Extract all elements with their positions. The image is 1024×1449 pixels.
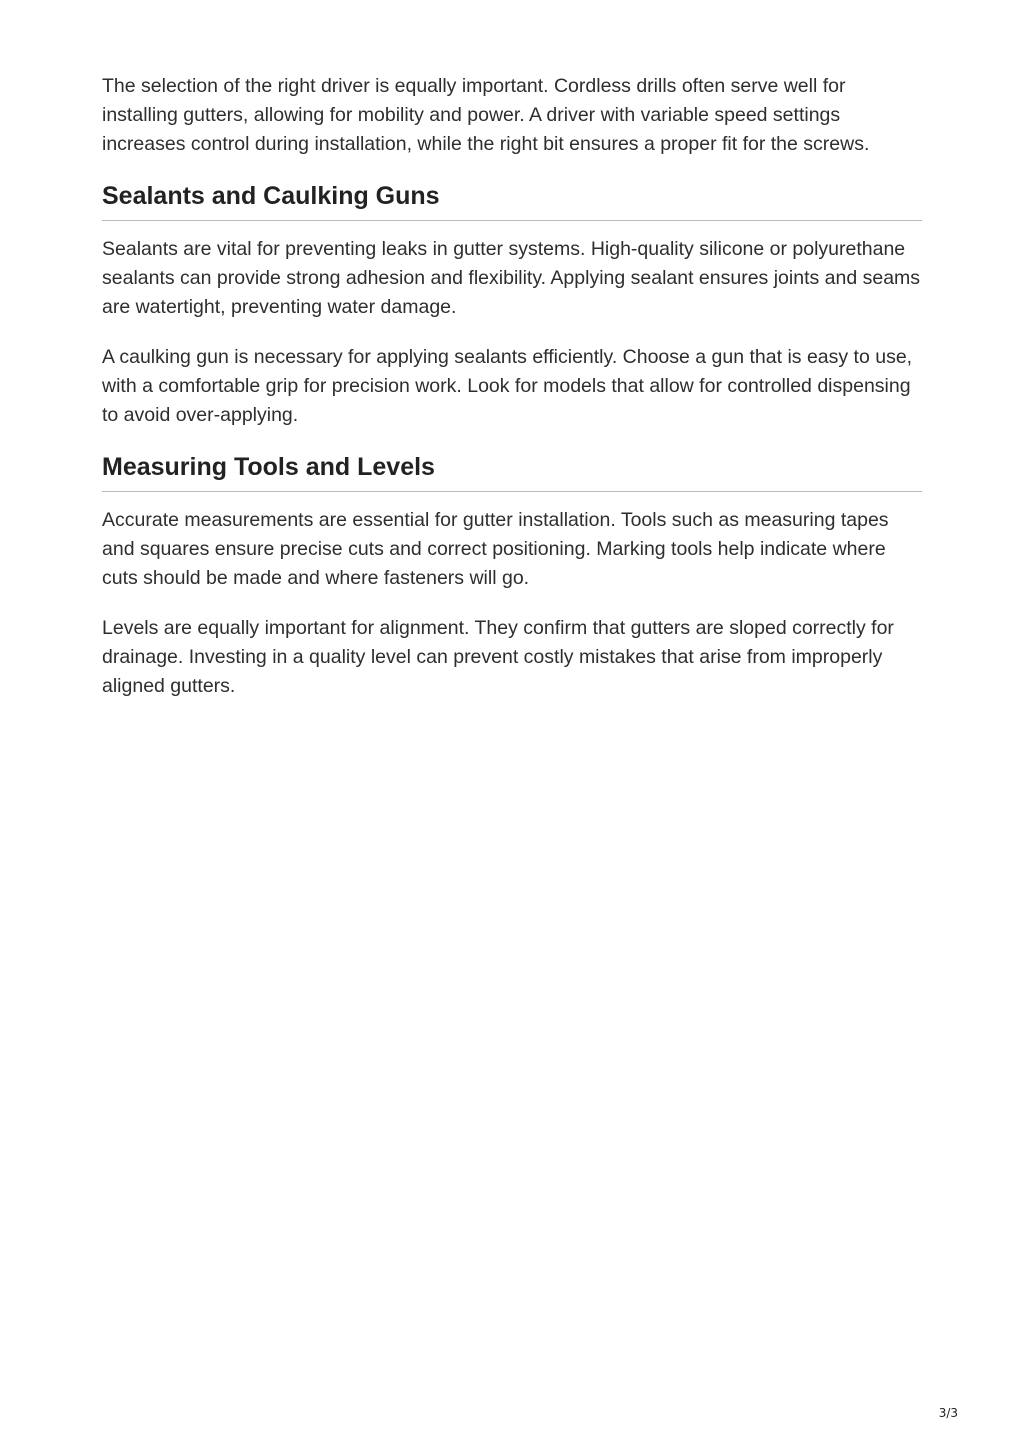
paragraph: A caulking gun is necessary for applying sealants efficiently. Choose a gun that is easy to use, with a comfortable grip for precision work. Look for models that allow for controlled dispensing to avoid over-applying. — [102, 346, 913, 426]
paragraph: Sealants are vital for preventing leaks in gutter systems. High-quality silicone or polyurethane sealants can provide strong adhesion and flexibility. Applying sealant ensures joints and seams are watertight, preventing water damage. — [102, 238, 921, 318]
section-measuring — [102, 451, 922, 701]
section-heading-measuring: Measuring Tools and Levels — [102, 451, 922, 492]
document-page — [102, 72, 922, 722]
paragraph: Levels are equally important for alignment. They confirm that gutters are sloped correctly for drainage. Investing in a quality level can prevent costly mistakes that arise from improperly aligned gutters. — [102, 617, 894, 697]
section-heading-sealants: Sealants and Caulking Guns — [102, 180, 922, 221]
intro-paragraph: The selection of the right driver is equally important. Cordless drills often serve well for installing gutters, allowing for mobility and power. A driver with variable speed settings increases control during installation, while the right bit ensures a proper fit for the screws. — [102, 75, 870, 155]
page-number: 3/3 — [938, 1406, 958, 1420]
section-sealants — [102, 180, 922, 430]
paragraph: Accurate measurements are essential for gutter installation. Tools such as measuring tapes and squares ensure precise cuts and correct positioning. Marking tools help indicate where cuts should be made and where fasteners will go. — [102, 509, 889, 589]
